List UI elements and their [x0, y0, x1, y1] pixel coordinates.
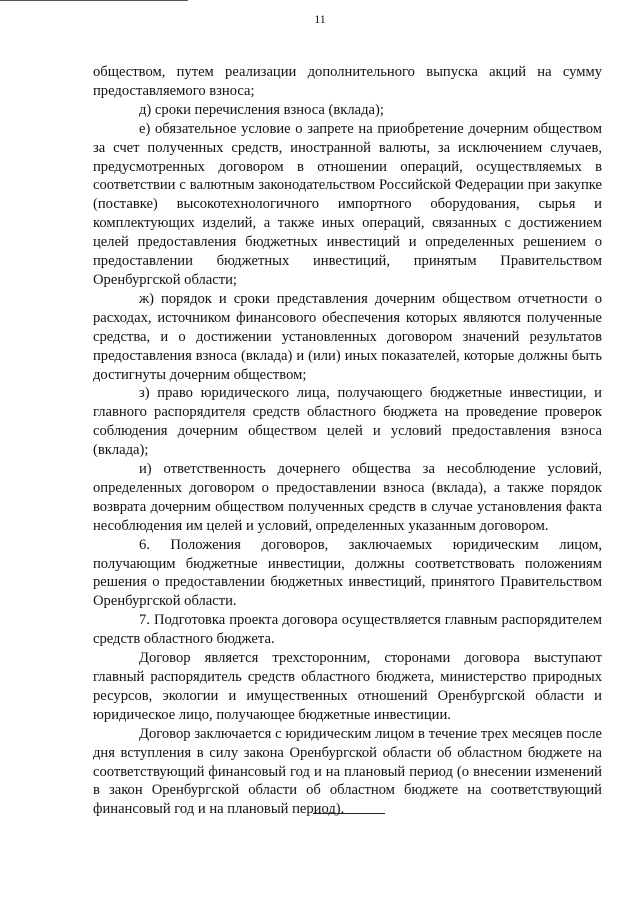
- end-rule: [313, 813, 385, 814]
- paragraph-item-z: з) право юридического лица, получающего бюджетные инвестиции, и главного распорядителя средств областного бюджета на проведение проверок соблюдения дочерним обществом целей и условий предоставления взноса (вклада);: [93, 385, 602, 459]
- paragraph-term: Договор заключается с юридическим лицом в течение трех месяцев после дня вступления в силу закона Оренбургской области об областном бюджете на соответствующий финансовый год и на плановый период (о внесении изменений в закон Оренбургской области об областном бюджете на соответствующий финансовый год и на плановый период).: [93, 725, 602, 818]
- paragraph-continuation: обществом, путем реализации дополнительного выпуска акций на сумму предоставляемого взноса;: [93, 64, 602, 99]
- paragraph-item-e: е) обязательное условие о запрете на приобретение дочерним обществом за счет полученных средств, иностранной валюты, за исключением случаев, предусмотренных договором в отношении операций, осуществляемых в соответствии с валютным законодательством Российской Федерации при закупке (поставке) высокотехнологичного импортного оборудования, сырья и комплектующих изделий, а также иных операций, связанных с достижением целей предоставления бюджетных инвестиций и определенных решением о предоставлении бюджетных инвестиций, принятым Правительством Оренбургской области;: [93, 120, 602, 288]
- document-body: [93, 63, 602, 819]
- paragraph-item-i: и) ответственность дочернего общества за несоблюдение условий, определенных договором о предоставлении взноса (вклада), а также порядок возврата дочерним обществом полученных средств в случае установления факта несоблюдения им целей и условий, определенных указанным договором.: [93, 461, 602, 534]
- paragraph-clause-7: 7. Подготовка проекта договора осуществляется главным распорядителем средств областного бюджета.: [93, 612, 602, 648]
- paragraph-parties: Договор является трехсторонним, сторонами договора выступают главный распорядитель средств областного бюджета, министерство природных ресурсов, экологии и имущественных отношений Оренбургской области и юридическое лицо, получающее бюджетные инвестиции.: [93, 650, 602, 723]
- corner-rule: [0, 0, 188, 1]
- paragraph-item-zh: ж) порядок и сроки представления дочерним обществом отчетности о расходах, источником финансового обеспечения которых являются полученные средства, и о достижении установленных договором значений результатов предоставления взноса (вклада) и (или) иных показателей, которые должны быть достигнуты дочерним обществом;: [93, 290, 602, 383]
- paragraph-item-d: д) сроки перечисления взноса (вклада);: [139, 101, 384, 118]
- paragraph-clause-6: 6. Положения договоров, заключаемых юридическим лицом, получающим бюджетные инвестиции, должны соответствовать положениям решения о предоставлении бюджетных инвестиций, принятого Правительством Оренбургской области.: [93, 536, 602, 610]
- page-number: 11: [314, 12, 326, 26]
